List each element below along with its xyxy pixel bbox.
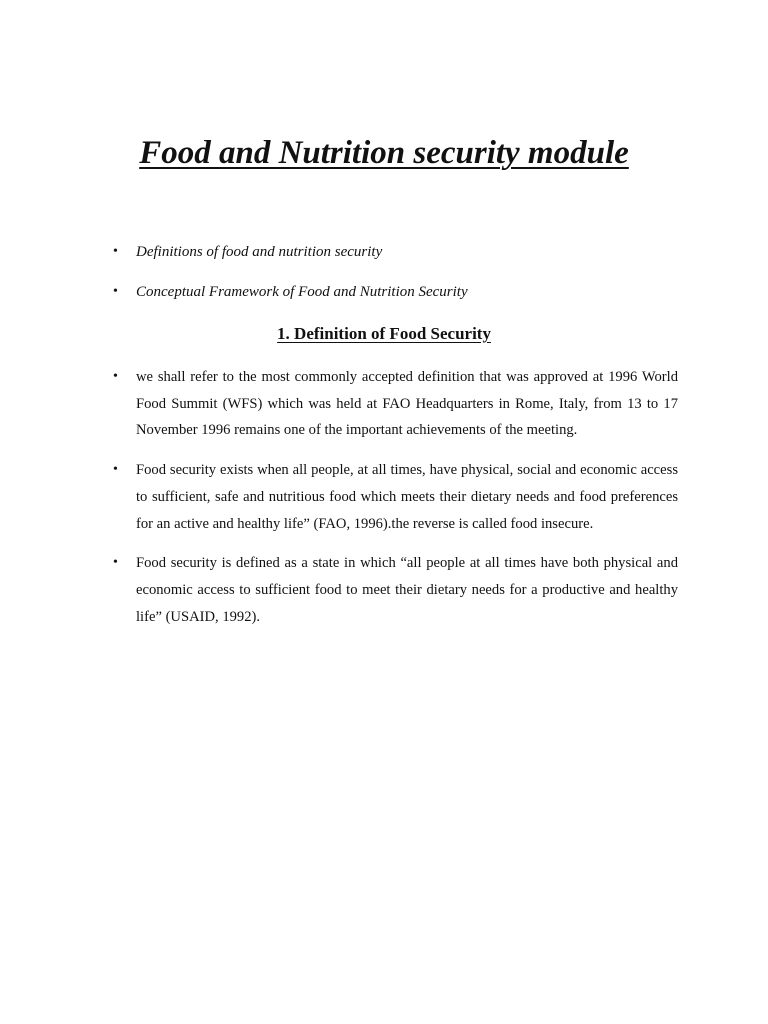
document-title: Food and Nutrition security module xyxy=(139,135,629,171)
paragraph-list xyxy=(0,364,768,643)
paragraph-text: we shall refer to the most commonly accepted definition that was approved at 1996 World Food Summit (WFS) which was held at FAO Headquarters in Rome, Italy, from 13 to 17 November 1996 remains one of the important achievements of the meeting. xyxy=(136,369,678,439)
outline-item-text: Definitions of food and nutrition security xyxy=(136,244,383,260)
paragraph-item xyxy=(0,364,768,444)
section-heading: 1. Definition of Food Security xyxy=(277,324,491,343)
bullet-icon: • xyxy=(113,369,118,384)
paragraph-item xyxy=(0,457,768,537)
bullet-icon: • xyxy=(113,462,118,478)
paragraph-text: Food security is defined as a state in which “all people at all times have both physical and economic access to sufficient food to meet their dietary needs for a productive and healthy life” (USAID, 1992). xyxy=(136,555,678,625)
outline-item-text: Conceptual Framework of Food and Nutrition Security xyxy=(136,284,468,300)
outline-item xyxy=(0,240,768,280)
outline-list xyxy=(0,240,768,320)
paragraph-text: Food security exists when all people, at all times, have physical, social and economic access to sufficient, safe and nutritious food which meets their dietary needs and food preferences for an active and healthy life” (FAO, 1996).the reverse is called food insecure. xyxy=(136,462,678,532)
paragraph-item xyxy=(0,550,768,630)
bullet-icon: • xyxy=(113,555,118,571)
bullet-icon: • xyxy=(113,244,118,259)
bullet-icon: • xyxy=(113,284,118,299)
outline-item xyxy=(0,280,768,320)
